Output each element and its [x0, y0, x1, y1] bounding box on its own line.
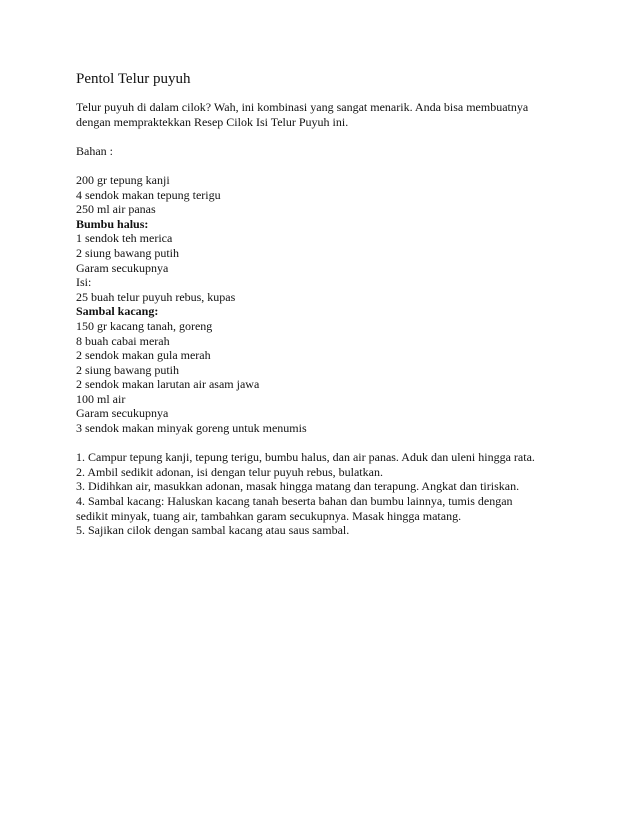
spacer [76, 436, 576, 451]
spacer [76, 129, 576, 144]
document-page [76, 70, 576, 538]
ingredient-item: 1 sendok teh merica [76, 231, 173, 246]
ingredient-item: 4 sendok makan tepung terigu [76, 187, 221, 202]
page-title: Pentol Telur puyuh [76, 71, 191, 87]
ingredient-item: Isi: [76, 275, 92, 290]
ingredient-item: 2 siung bawang putih [76, 245, 179, 260]
section-heading: Bumbu halus: [76, 216, 149, 231]
intro-line: Telur puyuh di dalam cilok? Wah, ini kombinasi yang sangat menarik. Anda bisa membuatnya [76, 100, 529, 114]
spacer [76, 158, 576, 173]
step-line: 5. Sajikan cilok dengan sambal kacang atau saus sambal. [76, 523, 350, 538]
ingredient-item: 250 ml air panas [76, 202, 156, 217]
intro-paragraph [76, 100, 576, 129]
step-line: 2. Ambil sedikit adonan, isi dengan telur puyuh rebus, bulatkan. [76, 464, 383, 479]
ingredient-list [76, 173, 576, 436]
ingredient-item: 2 sendok makan gula merah [76, 348, 211, 363]
ingredient-item: 2 siung bawang putih [76, 362, 179, 377]
intro-line: dengan mempraktekkan Resep Cilok Isi Telur Puyuh ini. [76, 114, 349, 129]
ingredient-item: Garam secukupnya [76, 406, 169, 421]
step-list [76, 450, 576, 538]
bahan-heading: Bahan : [76, 143, 113, 158]
ingredient-item: 3 sendok makan minyak goreng untuk menumis [76, 421, 307, 436]
ingredient-item: 100 ml air [76, 391, 126, 406]
step-line: sedikit minyak, tuang air, tambahkan garam secukupnya. Masak hingga matang. [76, 508, 462, 523]
step-line: 4. Sambal kacang: Haluskan kacang tanah beserta bahan dan bumbu lainnya, tumis dengan [76, 494, 513, 509]
section-heading: Sambal kacang: [76, 304, 159, 319]
ingredient-item: 8 buah cabai merah [76, 333, 170, 348]
step-line: 1. Campur tepung kanji, tepung terigu, bumbu halus, dan air panas. Aduk dan uleni hingga rata. [76, 450, 535, 465]
ingredient-item: 200 gr tepung kanji [76, 172, 170, 187]
ingredient-item: Garam secukupnya [76, 260, 169, 275]
ingredient-item: 2 sendok makan larutan air asam jawa [76, 377, 260, 392]
ingredient-item: 25 buah telur puyuh rebus, kupas [76, 289, 236, 304]
ingredient-item: 150 gr kacang tanah, goreng [76, 318, 213, 333]
step-line: 3. Didihkan air, masukkan adonan, masak hingga matang dan terapung. Angkat dan tiriskan. [76, 479, 520, 494]
